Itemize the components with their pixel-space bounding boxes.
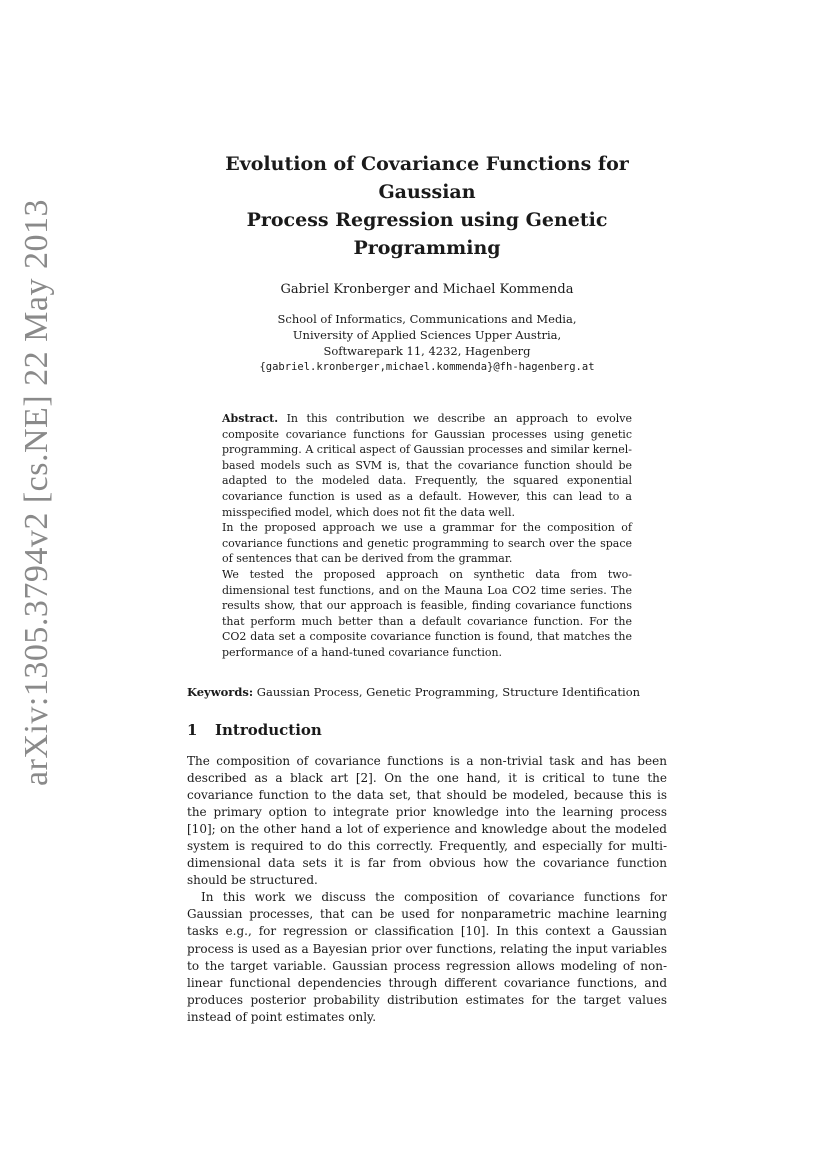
keywords-label: Keywords: (187, 684, 254, 699)
abstract-paragraph-3: We tested the proposed approach on synthetic data from two-dimensional test functions, and on the Mauna Loa CO2 time series. The results show, that our approach is feasible, finding covariance functions that perform much better than a default covariance function. For the CO2 data set a composite covariance function is found, that matches the performance of a hand-tuned covariance function. (222, 567, 632, 659)
paper-page (187, 150, 667, 1026)
abstract-paragraph-2: In the proposed approach we use a grammar for the composition of covariance functions and genetic programming to search over the space of sentences that can be derived from the grammar. (222, 521, 632, 566)
intro-paragraph-2: In this work we discuss the composition of covariance functions for Gaussian processes, that can be used for nonparametric machine learning tasks e.g., for regression or classification [10]. In this context a Gaussian process is used as a Bayesian prior over functions, relating the input variables to the target variable. Gaussian process regression allows modeling of non-linear functional dependencies through different covariance functions, and produces posterior probability distribution estimates for the target values instead of point estimates only. (187, 890, 667, 1024)
intro-paragraph-1: The composition of covariance functions is a non-trivial task and has been described as a black art [2]. On the one hand, it is critical to tune the covariance function to the data set, that should be modeled, because this is the primary option to integrate prior knowledge into the learning process [10]; on the other hand a lot of experience and knowledge about the modeled system is required to do this correctly. Frequently, and especially for multi-dimensional data sets it is far from obvious how the covariance function should be structured. (187, 753, 667, 888)
affiliation-line-1: School of Informatics, Communications and Media, (277, 312, 577, 326)
paper-title (187, 150, 667, 262)
keywords (187, 685, 667, 699)
section-heading-introduction (187, 721, 667, 739)
abstract (222, 411, 632, 661)
affiliation-line-3: Softwarepark 11, 4232, Hagenberg (323, 344, 531, 358)
abstract-label: Abstract. (222, 412, 279, 425)
author-emails: {gabriel.kronberger,michael.kommenda}@fh-hagenberg.at (259, 361, 595, 373)
section-number: 1 (187, 720, 198, 739)
affiliation-line-2: University of Applied Sciences Upper Austria, (292, 328, 562, 342)
author-list: Gabriel Kronberger and Michael Kommenda (280, 282, 574, 297)
keywords-text: Gaussian Process, Genetic Programming, Structure Identification (256, 684, 641, 699)
section-title: Introduction (215, 720, 322, 739)
title-line-1: Evolution of Covariance Functions for Gaussian (225, 153, 629, 203)
title-line-2: Process Regression using Genetic Programming (246, 209, 608, 259)
affiliation-block (187, 311, 667, 375)
abstract-paragraph-1: In this contribution we describe an approach to evolve composite covariance functions for Gaussian processes using genetic programming. A critical aspect of Gaussian processes and similar kernel-based models such as SVM is, that the covariance function should be adapted to the modeled data. Frequently, the squared exponential covariance function is used as a default. However, this can lead to a misspecified model, which does not fit the data well. (222, 412, 632, 519)
arxiv-identifier-stamp: arXiv:1305.3794v2 [cs.NE] 22 May 2013 (18, 199, 55, 786)
introduction-body (187, 753, 667, 1027)
